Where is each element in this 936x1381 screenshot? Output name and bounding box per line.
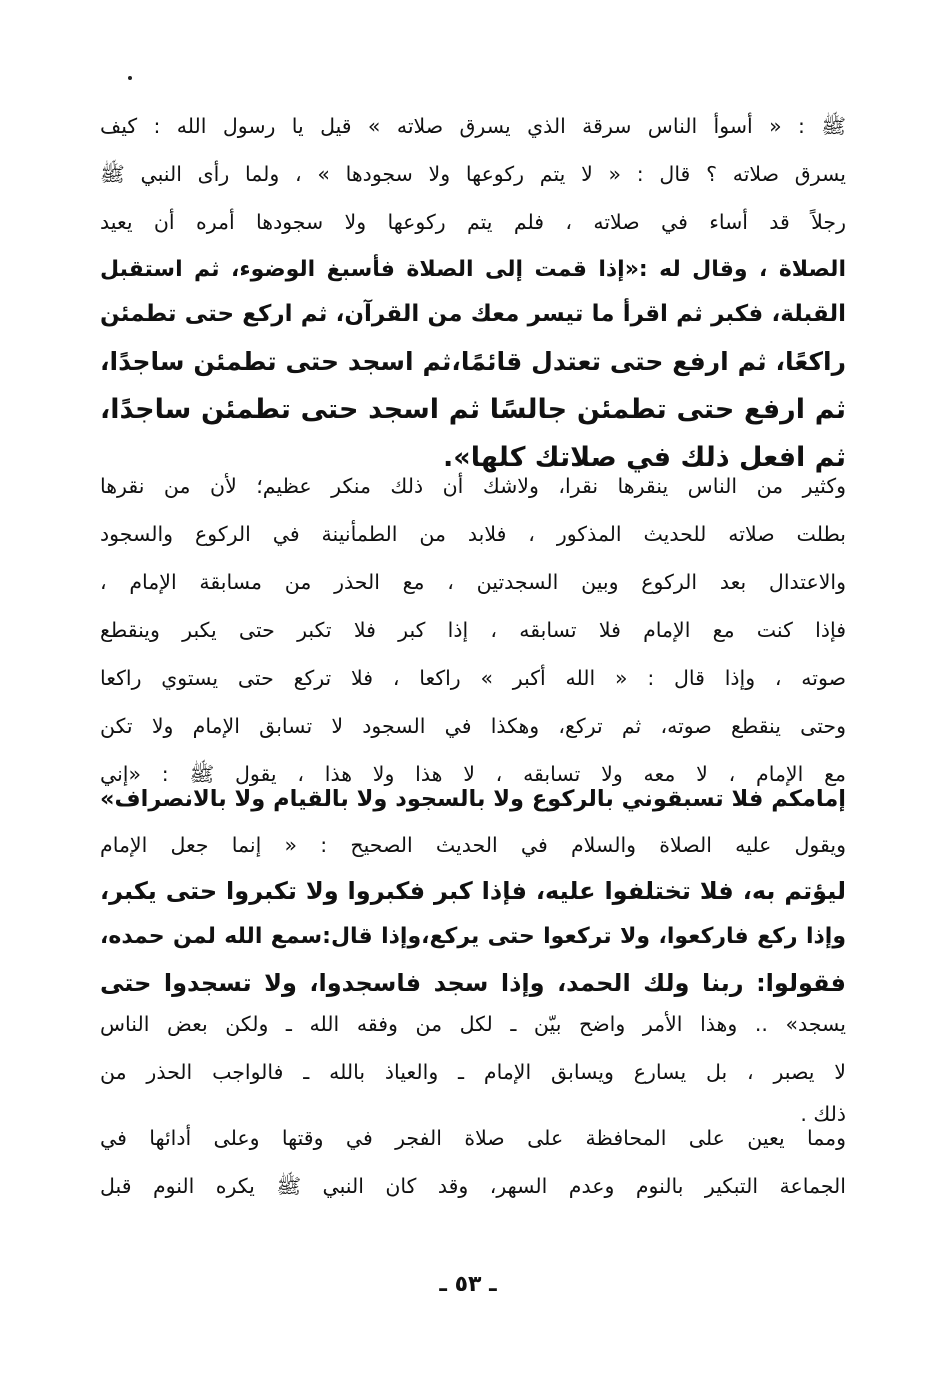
paragraph-warning [100,1000,846,1132]
text-line: ويقول عليه الصلاة والسلام في الحديث الصحيح : « إنما جعل الإمام [100,833,846,857]
text-line: فقولوا: ربنا ولك الحمد، وإذا سجد فاسجدوا، ولا تسجدوا حتى [100,969,846,997]
text-line: القبلة، فكبر ثم اقرأ ما تيسر معك من القرآن، ثم اركع حتى تطمئن [100,301,846,327]
text-line: إمامكم فلا تسبقوني بالركوع ولا بالسجود ولا بالقيام ولا بالانصراف» [100,786,846,812]
text-line: وكثير من الناس ينقرها نقرا، ولاشك أن ذلك منكر عظيم؛ لأن من نقرها [100,474,846,498]
text-line: ثم افعل ذلك في صلاتك كلها». [443,442,846,473]
paragraph-hadith-3 [100,822,846,1006]
paragraph-hadith-2 [100,776,846,822]
text-line: ثم ارفع حتى تطمئن جالسًا ثم اسجد حتى تطمئن ساجدًا، [100,394,846,425]
text-line: ليؤتم به، فلا تختلفوا عليه، فإذا كبر فكبروا ولا تكبروا حتى يكبر، [100,877,846,905]
text-line: الجماعة التبكير بالنوم وعدم السهر، وقد كان النبي ﷺ يكره النوم قبل [100,1174,846,1198]
paragraph-fajr [100,1114,846,1210]
text-line: فإذا كنت مع الإمام فلا تسابقه ، إذا كبر فلا تكبر حتى يكبر وينقطع [100,618,846,642]
paragraph-hadith-quote [100,290,846,482]
text-line: يسرق صلاته ؟ قال : « لا يتم ركوعها ولا سجودها » ، ولما رأى النبي ﷺ [100,162,846,186]
text-line: والاعتدال بعد الركوع وبين السجدتين ، مع الحذر من مسابقة الإمام ، [100,570,846,594]
text-line: بطلت صلاته للحديث المذكور ، فلابد من الطمأنينة في الركوع والسجود [100,522,846,546]
text-line: ﷺ : « أسوأ الناس سرقة الذي يسرق صلاته » قيل يا رسول الله : كيف [100,114,846,138]
ink-dot [128,76,132,80]
text-line: ذلك . [800,1102,846,1126]
text-line: وإذا ركع فاركعوا، ولا تركعوا حتى يركع،وإذا قال:سمع الله لمن حمده، [100,924,846,949]
page-number: ـ ٥٣ ـ [439,1272,497,1297]
text-line: لا يصبر ، بل يسارع ويسابق الإمام ـ والعياذ بالله ـ فالواجب الحذر من [100,1060,846,1084]
text-line: رجلاً قد أساء في صلاته ، فلم يتم ركوعها ولا سجودها أمره أن يعيد [100,210,846,234]
text-line: الصلاة ، وقال له :«إذا قمت إلى الصلاة فأسبغ الوضوء، ثم استقبل [100,257,846,282]
paragraph-hadith-1 [100,102,846,294]
text-line: صوته ، وإذا قال : « الله أكبر » راكعا ، فلا تركع حتى يستوي راكعا [100,666,846,690]
text-line: وحتى ينقطع صوته، ثم تركع، وهكذا في السجود لا تسابق الإمام ولا تكن [100,714,846,738]
text-line: يسجد» .. وهذا الأمر واضح بيّن ـ لكل من وفقه الله ـ ولكن بعض الناس [100,1012,846,1036]
text-line: ومما يعين على المحافظة على صلاة الفجر في وقتها وعلى أدائها في [100,1126,846,1150]
text-line: راكعًا، ثم ارفع حتى تعتدل قائمًا،ثم اسجد حتى تطمئن ساجدًا، [100,347,846,376]
text-line: مع الإمام ، لا معه ولا تسابقه ، لا هذا ولا هذا ، يقول ﷺ : «إني [100,762,846,786]
paragraph-commentary [100,462,846,798]
